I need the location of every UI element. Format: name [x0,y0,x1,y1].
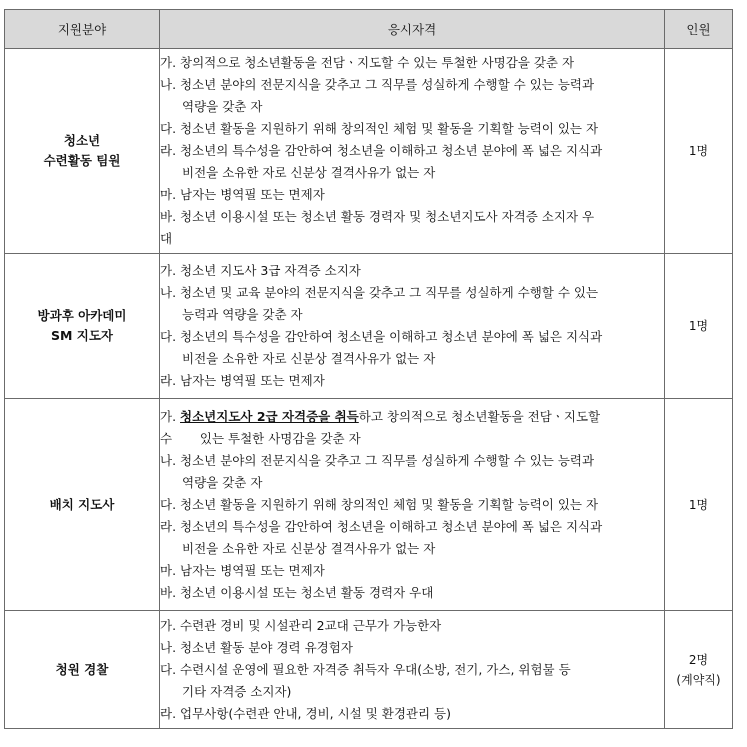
qual-line: 라. 남자는 병역필 또는 면제자 [160,373,325,388]
qual-line: 비전을 소유한 자로 신분상 결격사유가 없는 자 [182,165,436,180]
qual-line: 능력과 역량을 갖춘 자 [182,307,303,322]
qual-line: 가. 수련관 경비 및 시설관리 2교대 근무가 가능한자 [160,617,442,633]
qual-line: 가. 청소년 지도사 3급 자격증 소지자 [160,263,361,278]
qual-line: 바. 청소년 이용시설 또는 청소년 활동 경력자 우대 [160,584,434,600]
qual-line: 다. 청소년의 특수성을 감안하여 청소년을 이해하고 청소년 분야에 폭 넓은 지식과 [160,329,603,344]
field-line: 배치 지도사 [49,496,115,512]
table-row [5,49,733,254]
qualifications-cell [160,611,665,729]
qual-line: 라. 청소년의 특수성을 감안하여 청소년을 이해하고 청소년 분야에 폭 넓은 지식과 [160,518,603,534]
qual-line: 비전을 소유한 자로 신분상 결격사유가 없는 자 [182,351,436,366]
qual-line: 수 있는 투철한 사명감을 갖춘 자 [160,430,361,446]
field-line: 청소년 [63,133,101,148]
recruitment-table [4,9,733,729]
qual-line: 가. 창의적으로 청소년활동을 전담ㆍ지도할 수 있는 투철한 사명감을 갖춘 자 [160,55,575,70]
qual-line: 다. 청소년 활동을 지원하기 위해 창의적인 체험 및 활동을 기획할 능력이 있는 자 [160,121,599,136]
count-cell: 1명 [665,254,733,399]
qualifications-cell [160,254,665,399]
qual-line: 마. 남자는 병역필 또는 면제자 [160,187,325,202]
field-line: SM 지도자 [50,328,114,343]
header-qualifications: 응시자격 [160,10,665,49]
header-row [5,10,733,49]
header-count: 인원 [665,10,733,49]
qual-emphasis: 청소년지도사 2급 자격증을 취득 [180,408,359,424]
qual-line: 라. 청소년의 특수성을 감안하여 청소년을 이해하고 청소년 분야에 폭 넓은 지식과 [160,143,603,158]
qual-line: 바. 청소년 이용시설 또는 청소년 활동 경력자 및 청소년지도사 자격증 소지자 우 [160,209,595,224]
qual-line: 나. 청소년 활동 분야 경력 유경험자 [160,639,353,655]
count-cell [665,611,733,729]
qual-line: 다. 수련시설 운영에 필요한 자격증 취득자 우대(소방, 전기, 가스, 위험물 등 [160,661,571,677]
table-row [5,254,733,399]
field-cell [5,611,160,729]
qual-line: 다. 청소년 활동을 지원하기 위해 창의적인 체험 및 활동을 기획할 능력이 있는 자 [160,496,599,512]
qual-line: 비전을 소유한 자로 신분상 결격사유가 없는 자 [182,540,436,556]
table-row [5,399,733,611]
qualifications-cell [160,399,665,611]
qual-line: 나. 청소년 분야의 전문지식을 갖추고 그 직무를 성실하게 수행할 수 있는 능력과 [160,452,595,468]
field-line: 청원 경찰 [55,661,109,677]
count-cell: 1명 [665,49,733,254]
field-cell [5,49,160,254]
qual-prefix: 가. [160,408,181,424]
field-line: 방과후 아카데미 [37,308,127,323]
qual-line: 대 [160,231,173,246]
qual-line: 기타 자격증 소지자) [182,683,292,699]
qual-line: 역량을 갖춘 자 [182,474,263,490]
count-note: (계약직) [676,672,721,687]
qual-rest: 하고 창의적으로 청소년활동을 전담ㆍ지도할 [358,408,601,424]
qual-line [160,406,664,428]
count-value: 2명 [688,652,709,667]
count-cell: 1명 [665,399,733,611]
table-row [5,611,733,729]
qual-line: 나. 청소년 분야의 전문지식을 갖추고 그 직무를 성실하게 수행할 수 있는 능력과 [160,77,595,92]
header-field: 지원분야 [5,10,160,49]
qual-line: 라. 업무사항(수련관 안내, 경비, 시설 및 환경관리 등) [160,705,451,721]
field-cell [5,399,160,611]
qual-line: 나. 청소년 및 교육 분야의 전문지식을 갖추고 그 직무를 성실하게 수행할 수 있는 [160,285,599,300]
qualifications-cell [160,49,665,254]
qual-line: 역량을 갖춘 자 [182,99,263,114]
qual-line: 마. 남자는 병역필 또는 면제자 [160,562,325,578]
field-cell [5,254,160,399]
field-line: 수련활동 팀원 [43,153,121,168]
